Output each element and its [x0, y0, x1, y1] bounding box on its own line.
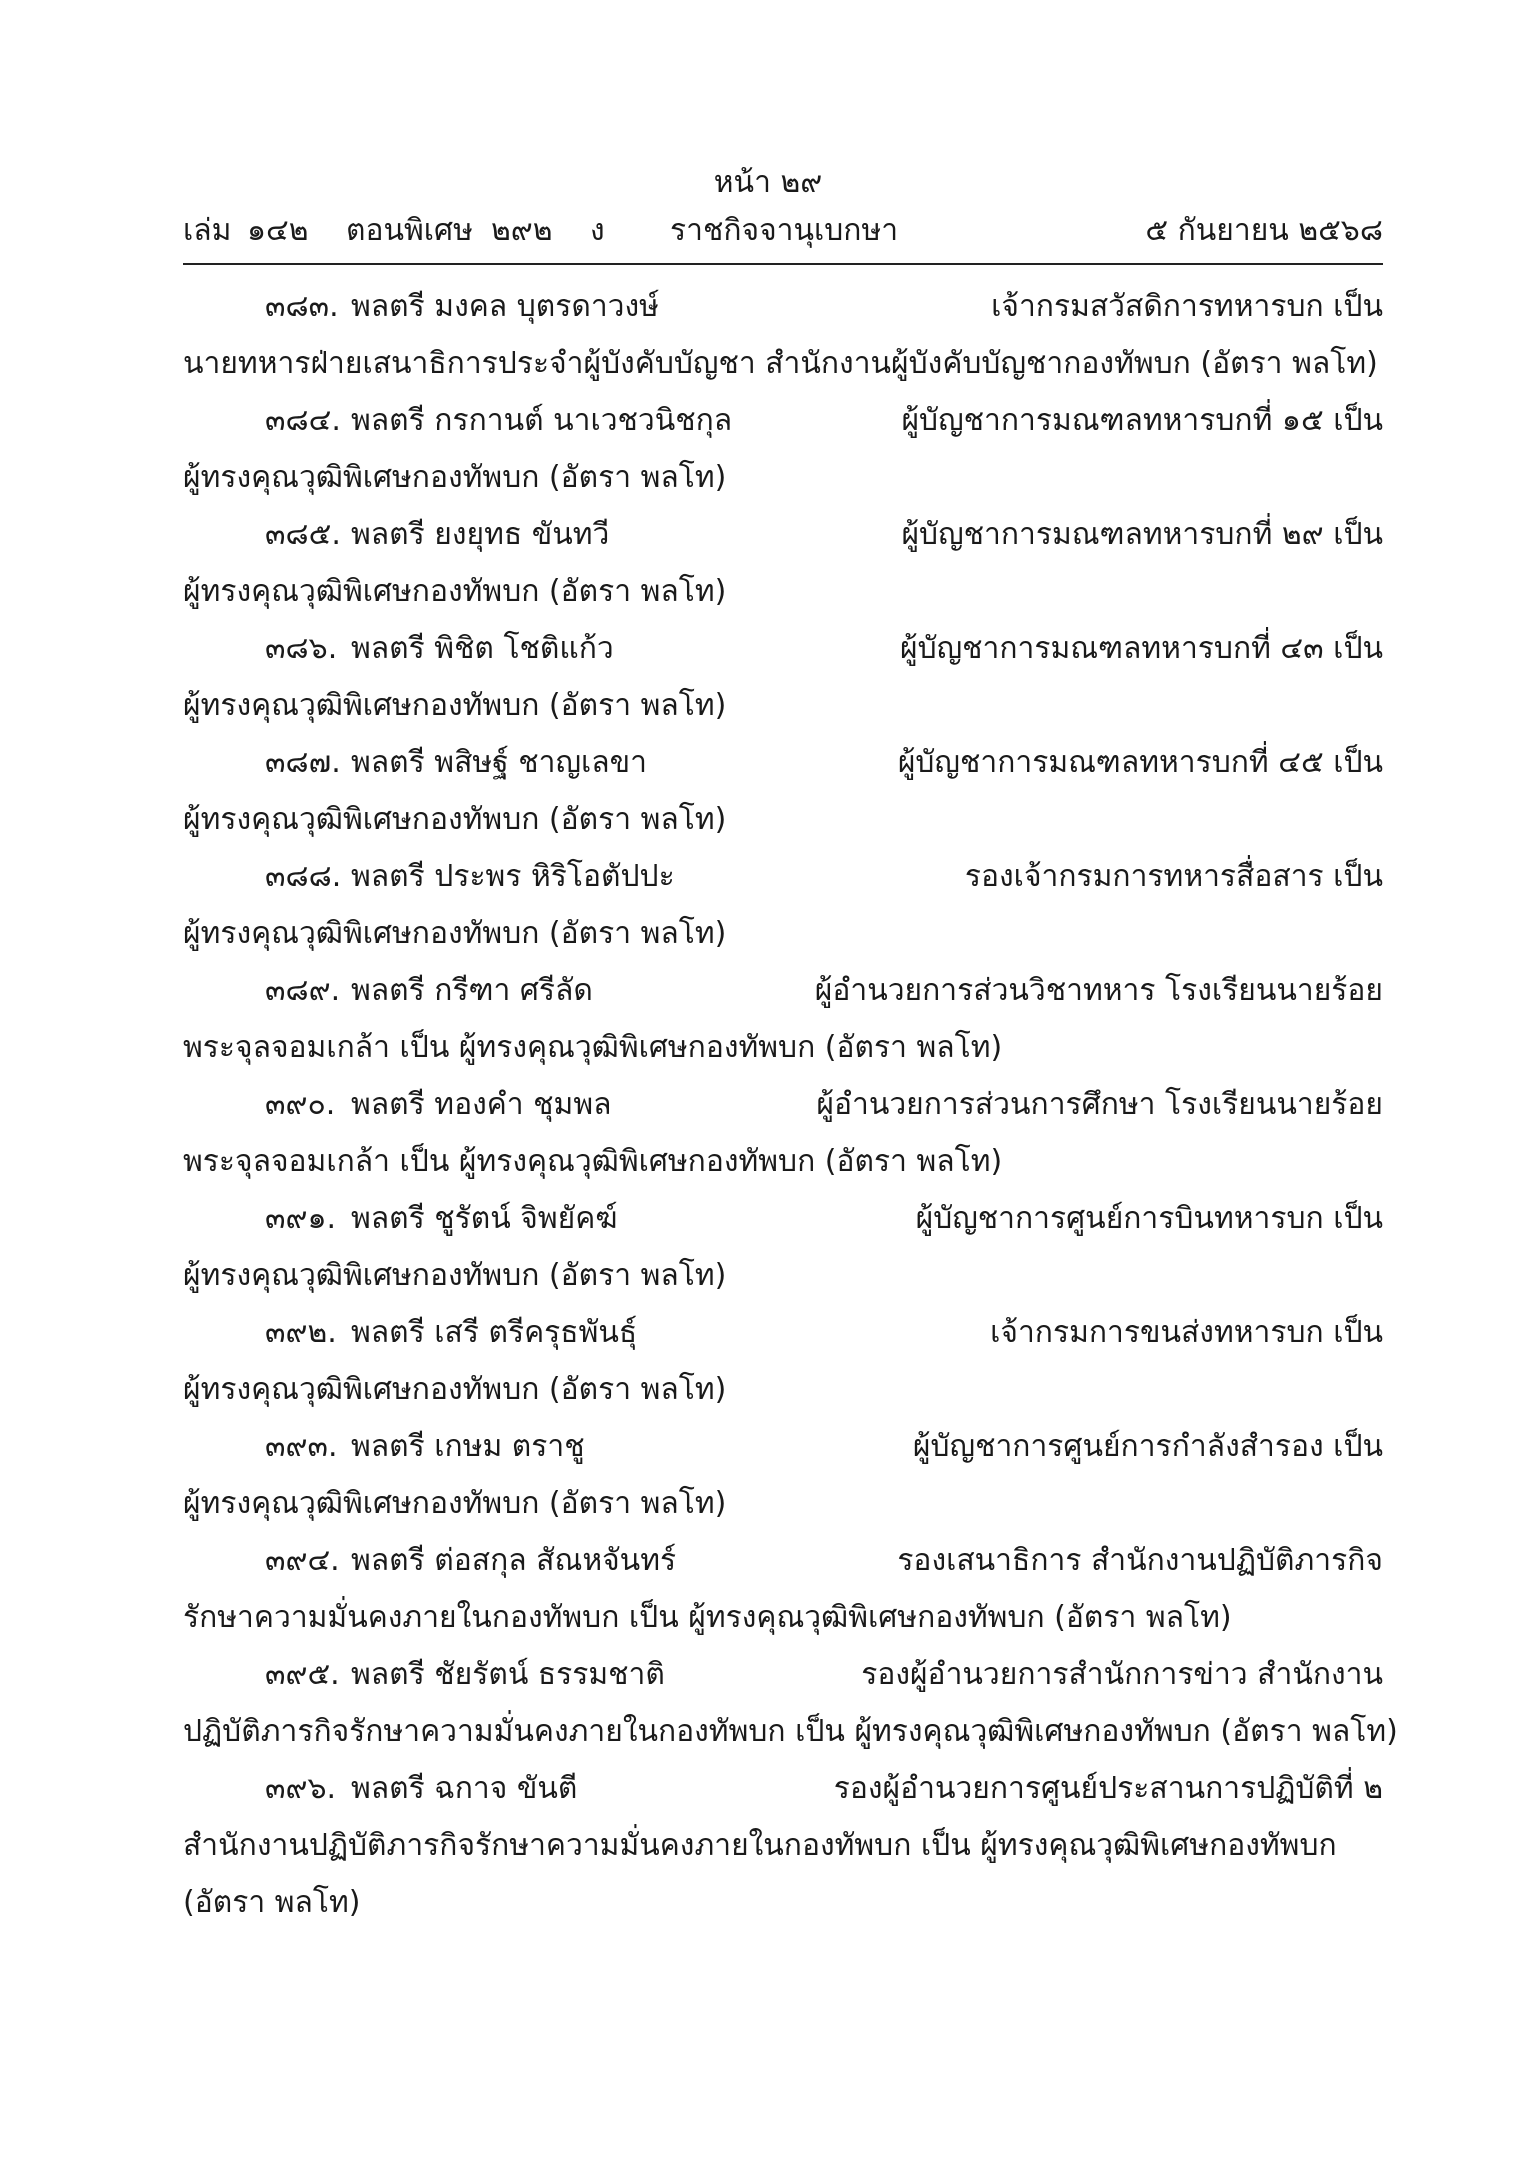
- issue-number: ๒๙๒: [491, 213, 553, 248]
- current-position: ผู้บัญชาการมณฑลทหารบกที่ ๑๕ เป็น: [901, 403, 1383, 438]
- entry-continuation-line: [183, 1475, 1383, 1532]
- volume-number: ๑๔๒: [247, 213, 309, 248]
- appointment-entry: [183, 506, 1383, 620]
- entry-continuation-line: [183, 905, 1383, 962]
- current-position: ผู้บัญชาการมณฑลทหารบกที่ ๒๙ เป็น: [901, 517, 1383, 552]
- entry-continuation-line: [183, 1589, 1383, 1646]
- section-letter: ง: [590, 213, 605, 248]
- appointment-entry: [183, 392, 1383, 506]
- current-position: เจ้ากรมการขนส่งทหารบก เป็น: [990, 1315, 1383, 1350]
- entry-continuation-line: [183, 1703, 1398, 1760]
- new-position-text: ผู้ทรงคุณวุฒิพิเศษกองทัพบก (อัตรา พลโท): [183, 574, 727, 609]
- appointment-entry: [183, 278, 1383, 392]
- entry-number: ๓๘๓.: [265, 289, 339, 324]
- current-position: เจ้ากรมสวัสดิการทหารบก เป็น: [991, 289, 1383, 324]
- appointment-entry: [183, 620, 1383, 734]
- entry-number: ๓๙๐.: [265, 1087, 336, 1122]
- entry-number: ๓๘๔.: [265, 403, 341, 438]
- entry-continuation-line: [183, 1874, 1383, 1931]
- gazette-header: [183, 210, 1383, 252]
- entry-first-line: [183, 734, 1383, 791]
- entry-continuation-line: [183, 677, 1383, 734]
- appointment-entry: [183, 1304, 1383, 1418]
- entry-continuation-line: [183, 1247, 1383, 1304]
- officer-name: พลตรี กรกานต์ นาเวชวนิชกุล: [351, 403, 733, 438]
- entry-first-line: [183, 1190, 1383, 1247]
- entry-first-line: [183, 620, 1383, 677]
- current-position: ผู้บัญชาการศูนย์การกำลังสำรอง เป็น: [912, 1429, 1383, 1464]
- new-position-text: พระจุลจอมเกล้า เป็น ผู้ทรงคุณวุฒิพิเศษกองทัพบก (อัตรา พลโท): [183, 1030, 1003, 1065]
- entry-number: ๓๙๓.: [265, 1429, 338, 1464]
- officer-name: พลตรี พิชิต โชติแก้ว: [351, 631, 614, 666]
- entry-continuation-line: [183, 791, 1383, 848]
- current-position: รองเจ้ากรมการทหารสื่อสาร เป็น: [964, 859, 1383, 894]
- officer-name: พลตรี ฉกาจ ขันตี: [351, 1771, 578, 1806]
- volume-label: เล่ม: [183, 213, 232, 248]
- issue-label: ตอนพิเศษ: [346, 213, 473, 248]
- officer-name: พลตรี ต่อสกุล สัณหจันทร์: [351, 1543, 677, 1578]
- new-position-text: สำนักงานปฏิบัติภารกิจรักษาความมั่นคงภายในกองทัพบก เป็น ผู้ทรงคุณวุฒิพิเศษกองทัพบก: [183, 1828, 1337, 1863]
- entry-first-line: [183, 1418, 1383, 1475]
- current-position: รองผู้อำนวยการสำนักการข่าว สำนักงาน: [861, 1657, 1383, 1692]
- new-position-text: ผู้ทรงคุณวุฒิพิเศษกองทัพบก (อัตรา พลโท): [183, 688, 727, 723]
- entry-number: ๓๘๙.: [265, 973, 341, 1008]
- entry-continuation-line: [183, 1817, 1383, 1874]
- officer-name: พลตรี เกษม ตราชู: [351, 1429, 585, 1464]
- officer-name: พลตรี พสิษฐ์ ชาญเลขา: [351, 745, 648, 780]
- officer-name: พลตรี ชูรัตน์ จิพยัคฆ์: [351, 1201, 618, 1236]
- new-position-text: พระจุลจอมเกล้า เป็น ผู้ทรงคุณวุฒิพิเศษกองทัพบก (อัตรา พลโท): [183, 1144, 1003, 1179]
- entry-number: ๓๘๗.: [265, 745, 341, 780]
- entry-number: ๓๘๕.: [265, 517, 341, 552]
- entry-number: ๓๙๖.: [265, 1771, 337, 1806]
- entry-first-line: [183, 506, 1383, 563]
- current-position: ผู้บัญชาการศูนย์การบินทหารบก เป็น: [915, 1201, 1383, 1236]
- current-position: ผู้อำนวยการส่วนการศึกษา โรงเรียนนายร้อย: [816, 1087, 1383, 1122]
- entry-number: ๓๘๘.: [265, 859, 342, 894]
- entry-continuation-line: [183, 1133, 1383, 1190]
- page-number: หน้า ๒๙: [713, 165, 823, 200]
- appointment-entry: [183, 1190, 1383, 1304]
- current-position: รองผู้อำนวยการศูนย์ประสานการปฏิบัติที่ ๒: [833, 1771, 1383, 1806]
- new-position-text: ผู้ทรงคุณวุฒิพิเศษกองทัพบก (อัตรา พลโท): [183, 1372, 727, 1407]
- new-position-text: ผู้ทรงคุณวุฒิพิเศษกองทัพบก (อัตรา พลโท): [183, 916, 727, 951]
- appointment-entry: [183, 1418, 1383, 1532]
- current-position: ผู้อำนวยการส่วนวิชาทหาร โรงเรียนนายร้อย: [814, 973, 1383, 1008]
- new-position-text: ผู้ทรงคุณวุฒิพิเศษกองทัพบก (อัตรา พลโท): [183, 802, 727, 837]
- new-position-text: รักษาความมั่นคงภายในกองทัพบก เป็น ผู้ทรงคุณวุฒิพิเศษกองทัพบก (อัตรา พลโท): [183, 1600, 1232, 1635]
- appointment-entry: [183, 734, 1383, 848]
- entry-number: ๓๘๖.: [265, 631, 338, 666]
- current-position: รองเสนาธิการ สำนักงานปฏิบัติภารกิจ: [897, 1543, 1383, 1578]
- entry-first-line: [183, 392, 1383, 449]
- entry-first-line: [183, 278, 1383, 335]
- entry-continuation-line: [183, 563, 1383, 620]
- current-position: ผู้บัญชาการมณฑลทหารบกที่ ๔๕ เป็น: [897, 745, 1383, 780]
- entry-first-line: [183, 1760, 1383, 1817]
- new-position-text: ปฏิบัติภารกิจรักษาความมั่นคงภายในกองทัพบก เป็น ผู้ทรงคุณวุฒิพิเศษกองทัพบก (อัตรา พลโท): [183, 1714, 1398, 1749]
- new-position-text: (อัตรา พลโท): [183, 1885, 361, 1920]
- entry-continuation-line: [183, 335, 1383, 392]
- officer-name: พลตรี ชัยรัตน์ ธรรมชาติ: [351, 1657, 665, 1692]
- officer-name: พลตรี กรีฑา ศรีลัด: [351, 973, 593, 1008]
- officer-name: พลตรี มงคล บุตรดาวงษ์: [351, 289, 659, 324]
- entry-first-line: [183, 1076, 1383, 1133]
- appointment-entry: [183, 1760, 1383, 1931]
- appointment-entry: [183, 1076, 1383, 1190]
- entry-first-line: [183, 1532, 1383, 1589]
- appointment-list: [183, 278, 1398, 1931]
- header-divider: [183, 263, 1383, 265]
- entry-continuation-line: [183, 1361, 1383, 1418]
- entry-number: ๓๙๑.: [265, 1201, 337, 1236]
- entry-number: ๓๙๒.: [265, 1315, 337, 1350]
- entry-number: ๓๙๔.: [265, 1543, 340, 1578]
- entry-continuation-line: [183, 449, 1383, 506]
- officer-name: พลตรี ประพร หิริโอตัปปะ: [351, 859, 675, 894]
- gazette-title: ราชกิจจานุเบกษา: [670, 213, 899, 248]
- appointment-entry: [183, 1646, 1398, 1760]
- new-position-text: นายทหารฝ่ายเสนาธิการประจำผู้บังคับบัญชา สำนักงานผู้บังคับบัญชากองทัพบก (อัตรา พลโท): [183, 346, 1378, 381]
- publication-date: ๕ กันยายน ๒๕๖๘: [1145, 213, 1383, 248]
- appointment-entry: [183, 1532, 1383, 1646]
- entry-continuation-line: [183, 1019, 1383, 1076]
- officer-name: พลตรี เสรี ตรีครุธพันธุ์: [351, 1315, 638, 1350]
- current-position: ผู้บัญชาการมณฑลทหารบกที่ ๔๓ เป็น: [900, 631, 1383, 666]
- entry-first-line: [183, 848, 1383, 905]
- officer-name: พลตรี ยงยุทธ ขันทวี: [351, 517, 610, 552]
- entry-first-line: [183, 1304, 1383, 1361]
- appointment-entry: [183, 962, 1383, 1076]
- officer-name: พลตรี ทองคำ ชุมพล: [351, 1087, 612, 1122]
- new-position-text: ผู้ทรงคุณวุฒิพิเศษกองทัพบก (อัตรา พลโท): [183, 1486, 727, 1521]
- entry-first-line: [183, 1646, 1383, 1703]
- entry-first-line: [183, 962, 1383, 1019]
- appointment-entry: [183, 848, 1383, 962]
- new-position-text: ผู้ทรงคุณวุฒิพิเศษกองทัพบก (อัตรา พลโท): [183, 1258, 727, 1293]
- entry-number: ๓๙๕.: [265, 1657, 340, 1692]
- new-position-text: ผู้ทรงคุณวุฒิพิเศษกองทัพบก (อัตรา พลโท): [183, 460, 727, 495]
